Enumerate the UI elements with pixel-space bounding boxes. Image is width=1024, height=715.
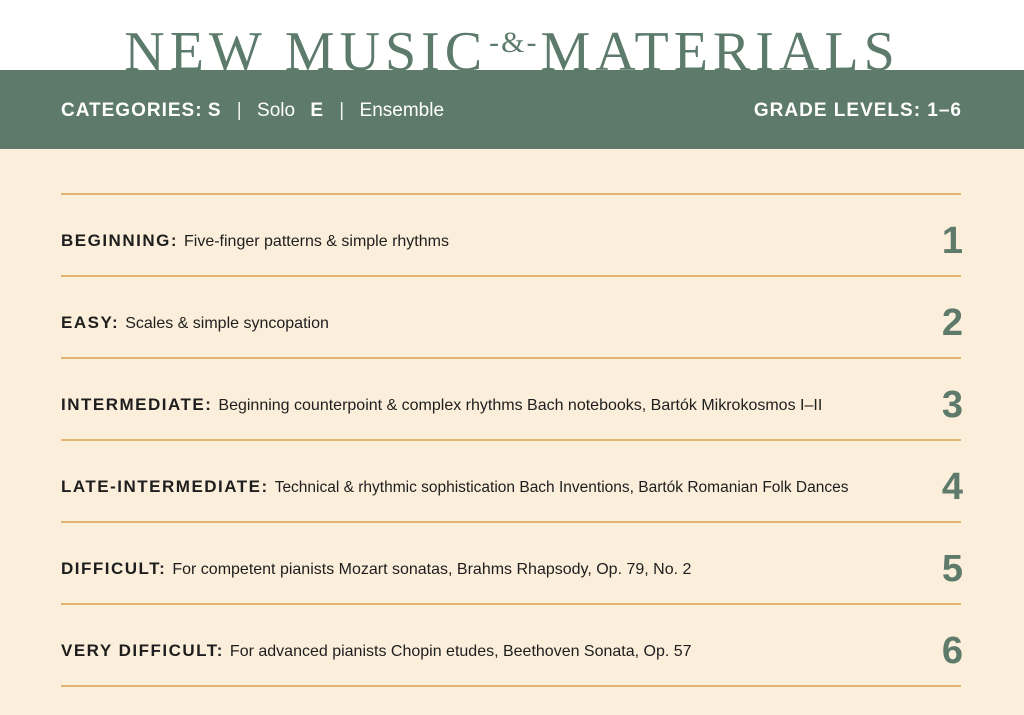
title-area xyxy=(0,0,1024,70)
category-code-solo: S xyxy=(207,100,222,121)
category-solo-label: Solo xyxy=(257,100,296,121)
level-number: 1 xyxy=(941,220,963,262)
title-ampersand: -&- xyxy=(489,26,539,59)
separator: | xyxy=(339,100,345,121)
level-label: EASY: xyxy=(61,313,120,332)
level-text xyxy=(61,477,848,498)
title-right: MATERIALS xyxy=(540,21,900,70)
level-label: VERY DIFFICULT: xyxy=(61,641,224,660)
page-title xyxy=(0,21,1024,70)
level-row-4 xyxy=(61,441,961,523)
level-description: Scales & simple syncopation xyxy=(125,315,329,332)
level-number: 6 xyxy=(941,630,963,672)
level-number: 5 xyxy=(941,548,963,590)
level-text xyxy=(61,559,691,580)
level-label: LATE-INTERMEDIATE: xyxy=(61,477,269,496)
categories-legend xyxy=(61,100,444,122)
level-label: BEGINNING: xyxy=(61,231,178,250)
level-row-5 xyxy=(61,523,961,605)
grade-levels: GRADE LEVELS: 1–6 xyxy=(753,100,962,121)
categories-label: CATEGORIES: xyxy=(61,100,203,121)
level-row-3 xyxy=(61,359,961,441)
level-row-2 xyxy=(61,277,961,359)
level-text xyxy=(61,313,329,334)
levels-list xyxy=(61,193,961,687)
level-text xyxy=(61,641,692,662)
level-number: 3 xyxy=(941,384,963,426)
category-code-ensemble: E xyxy=(310,100,325,121)
level-label: DIFFICULT: xyxy=(61,559,167,578)
level-description: For competent pianists Mozart sonatas, Brahms Rhapsody, Op. 79, No. 2 xyxy=(172,561,692,578)
level-row-6 xyxy=(61,605,961,687)
level-number: 2 xyxy=(941,302,963,344)
level-description: For advanced pianists Chopin etudes, Beethoven Sonata, Op. 57 xyxy=(229,643,692,660)
level-description: Beginning counterpoint & complex rhythms Bach notebooks, Bartók Mikrokosmos I–II xyxy=(218,397,823,414)
level-description: Five-finger patterns & simple rhythms xyxy=(184,233,449,250)
level-text xyxy=(61,395,822,416)
separator: | xyxy=(236,100,242,121)
level-label: INTERMEDIATE: xyxy=(61,395,213,414)
level-description: Technical & rhythmic sophistication Bach Inventions, Bartók Romanian Folk Dances xyxy=(274,479,849,496)
category-ensemble-label: Ensemble xyxy=(359,100,445,121)
level-number: 4 xyxy=(941,466,963,508)
level-row-1 xyxy=(61,195,961,277)
title-left: NEW MUSIC xyxy=(124,21,488,70)
level-text xyxy=(61,231,449,252)
header-band xyxy=(0,70,1024,149)
